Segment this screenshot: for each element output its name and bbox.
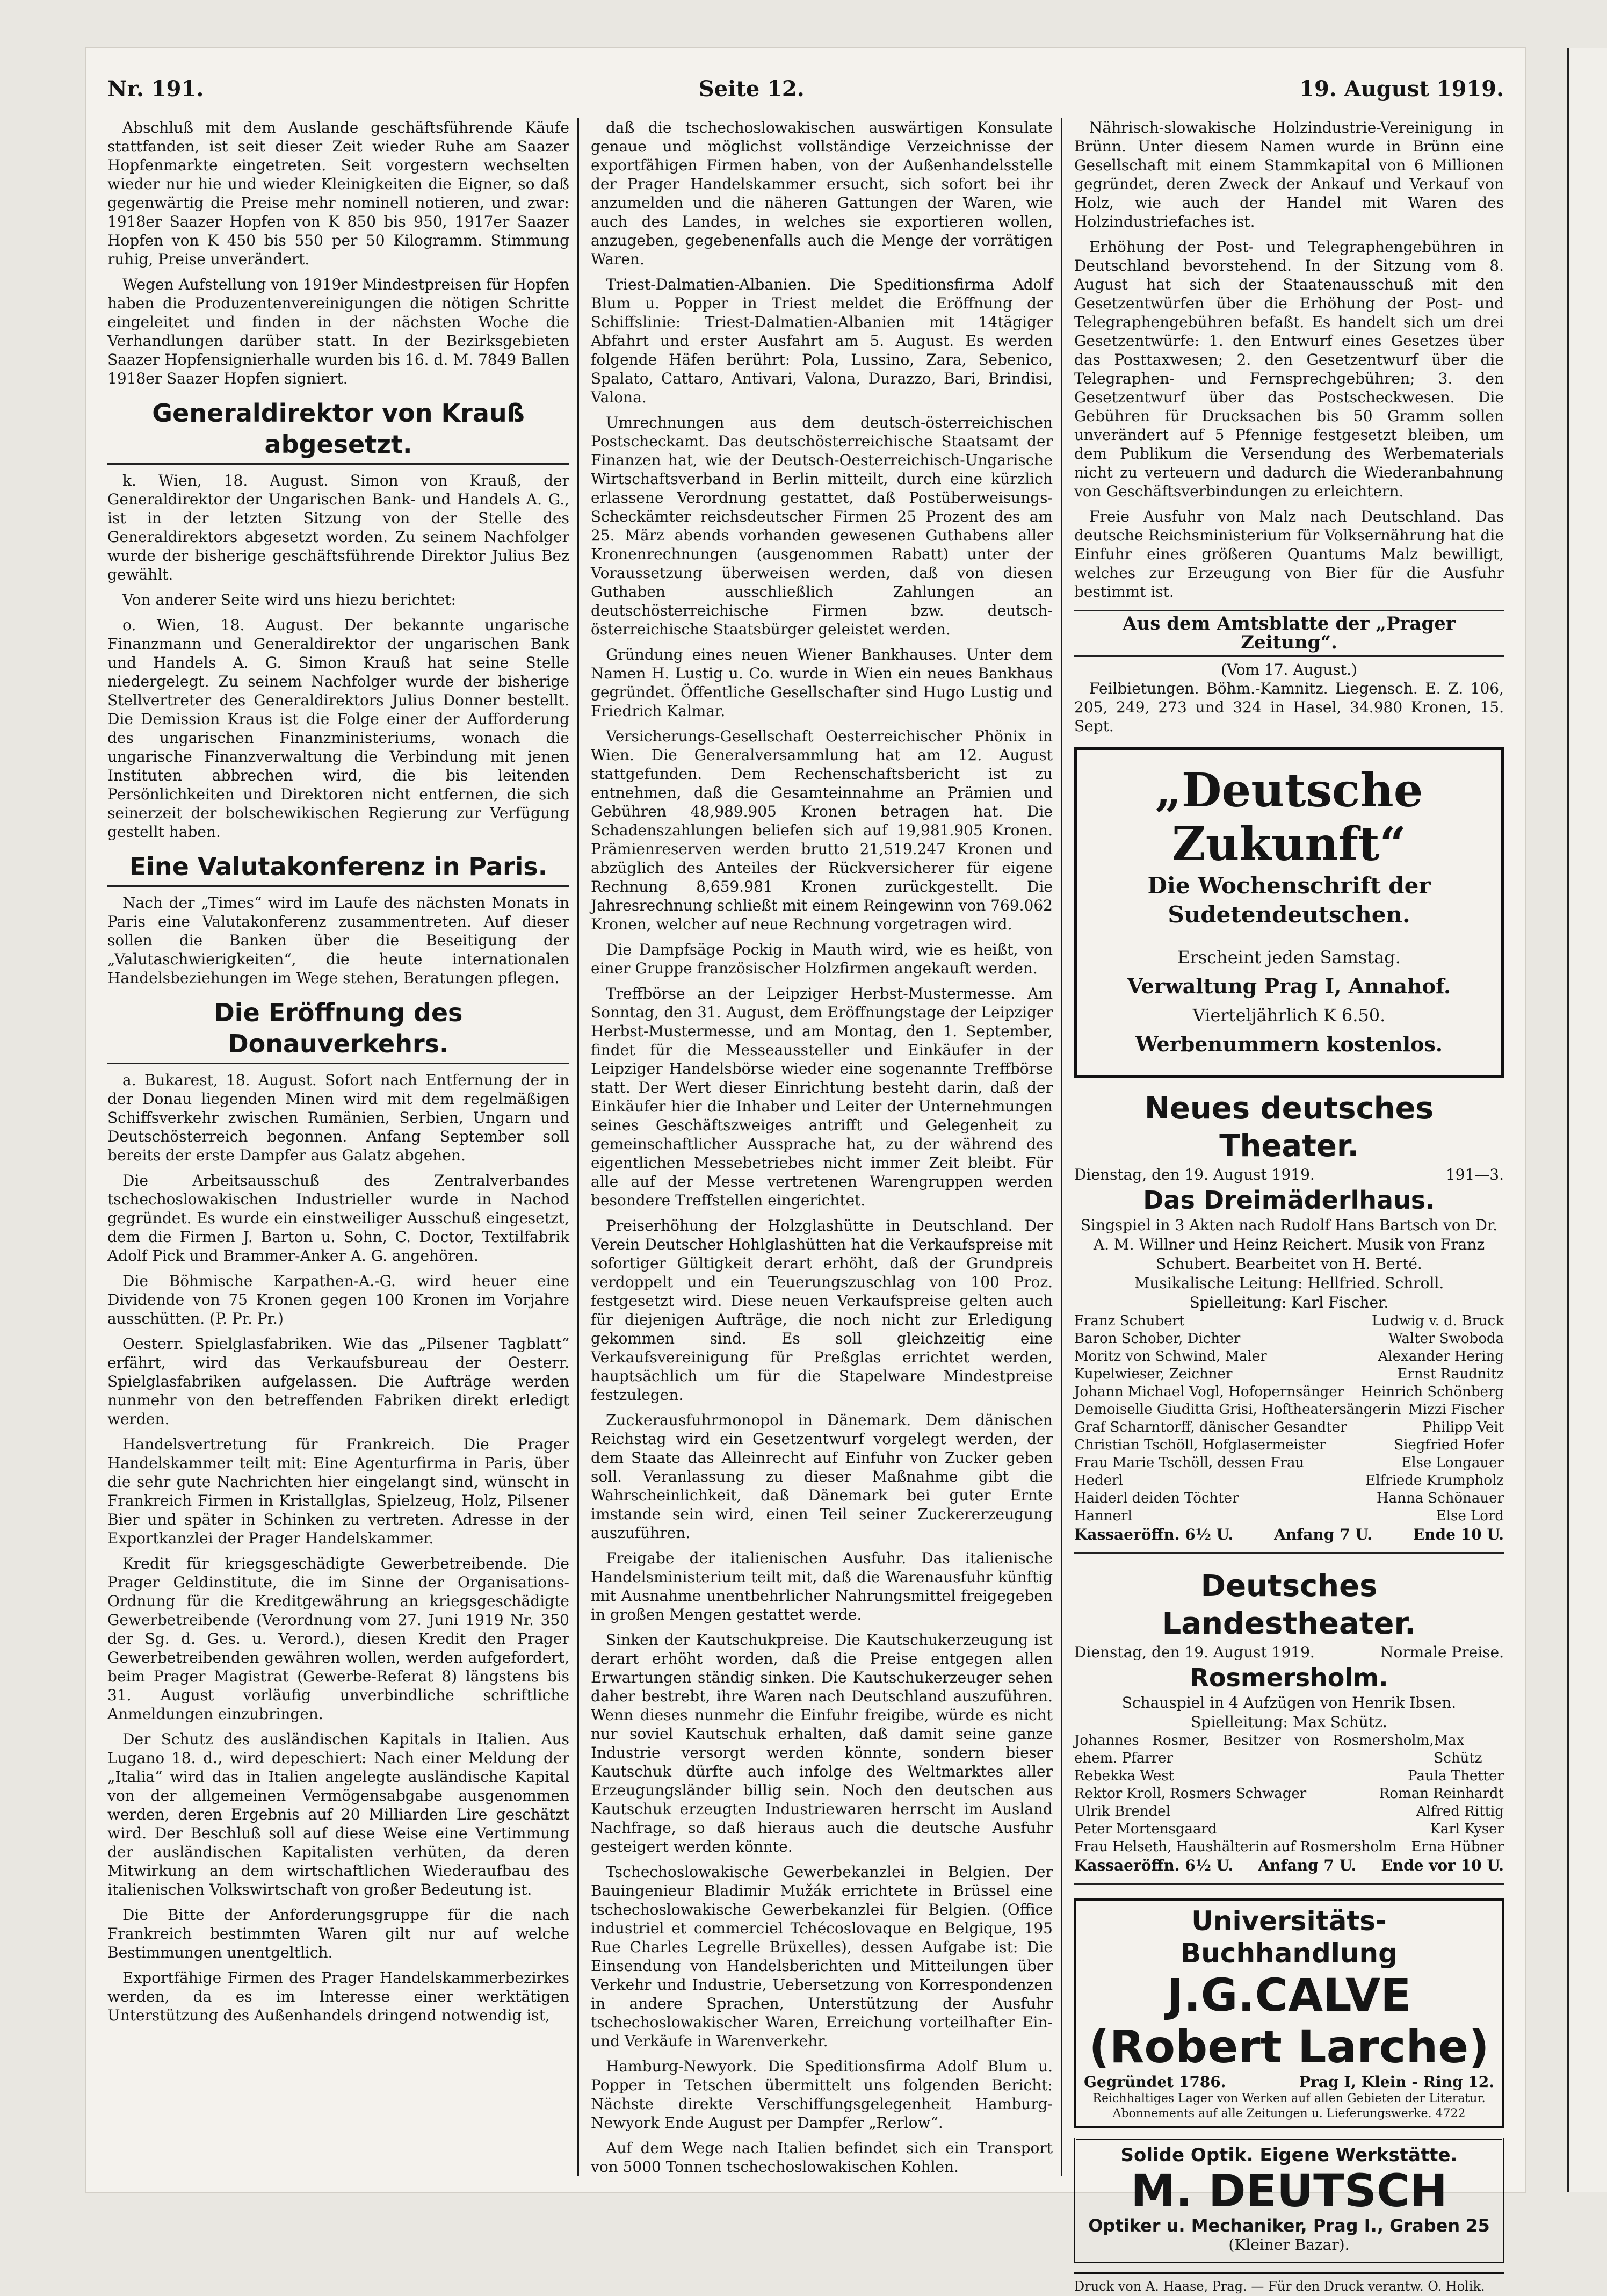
cast-row bbox=[1074, 1312, 1504, 1330]
cast-actor: Else Longauer bbox=[1401, 1455, 1504, 1471]
cast-role: Johannes Rosmer, Besitzer von Rosmersholm, ehem. Pfarrer bbox=[1074, 1732, 1434, 1766]
article-paragraph: daß die tschechoslowakischen auswärtigen Konsulate genaue und möglichst vollständige Verzeichnisse der exportfähigen Firmen haben, von der Außenhandelsstelle der Prager Handelskammer ersucht, sich sofort bei ihr anzumelden und die näheren Gattungen der Waren, wie auch des Landes, in welches sie exportieren wollen, anzugeben, gegebenenfalls auch die Menge der vorrätigen Waren. bbox=[591, 119, 1053, 268]
ad-line: Universitäts-Buchhandlung bbox=[1181, 1905, 1398, 1969]
cast-role: Graf Scharntorff, dänischer Gesandter bbox=[1074, 1419, 1347, 1435]
column-1 bbox=[107, 118, 569, 2031]
cast-actor: Elfriede Krumpholz bbox=[1365, 1472, 1504, 1489]
cast-list bbox=[1074, 1312, 1504, 1525]
article-headline: Die Eröffnung des Donauverkehrs. bbox=[107, 997, 569, 1064]
cast-role: Moritz von Schwind, Maler bbox=[1074, 1348, 1267, 1364]
article-paragraph: Auf dem Wege nach Italien befindet sich ein Transport von 5000 Tonnen tschechoslowakischen Kohlen. bbox=[591, 2139, 1053, 2176]
ad-note: (Kleiner Bazar). bbox=[1228, 2236, 1350, 2254]
cast-row bbox=[1074, 1366, 1504, 1383]
article-paragraph: Von anderer Seite wird uns hiezu berichtet: bbox=[122, 591, 457, 609]
cast-row bbox=[1074, 1821, 1504, 1838]
musical-direction: Musikalische Leitung: Hellfried. Schroll. bbox=[1134, 1274, 1444, 1292]
cast-actor: Max Schütz bbox=[1434, 1732, 1482, 1766]
article-paragraph: Wegen Aufstellung von 1919er Mindestpreisen für Hopfen haben die Produzentenvereinigungen die nötigen Schritte eingeleitet und finden in der nächsten Woche die Verhandlungen darüber statt. In der Bezirksgebieten Saazer Hopfensignierhalle wurden bis 16. d. M. 7849 Ballen 1918er Saazer Hopfen signiert. bbox=[107, 276, 569, 387]
cast-row bbox=[1074, 1838, 1504, 1856]
start-time: Anfang 7 U. bbox=[1258, 1857, 1357, 1874]
official-gazette-date: (Vom 17. August.) bbox=[1221, 661, 1357, 678]
start-time: Anfang 7 U. bbox=[1274, 1526, 1372, 1543]
page-header bbox=[107, 70, 1504, 107]
cast-row bbox=[1074, 1330, 1504, 1348]
cast-actor: Ernst Raudnitz bbox=[1397, 1366, 1504, 1382]
article-paragraph: Treffbörse an der Leipziger Herbst-Mustermesse. Am Sonntag, den 31. August, dem Eröffnungstage der Leipziger Herbst-Mustermesse, und am Montag, den 1. September, findet für die Messeaussteller und Einkäufer in der Leipziger Handelsbörse wieder eine sogenannte Treffbörse statt. Der Wert dieser Einrichtung besteht darin, daß der Einkäufer hier die Inhaber und Leiter der Unternehmungen seines Geschäftszweiges antrifft und Gelegenheit zu gemeinschaftlicher Aussprache hat, zu der während des eigentlichen Messebetriebes nicht immer Zeit bleibt. Für alle auf der Messe vertretenen Warengruppen werden besondere Treffstellen eingerichtet. bbox=[591, 985, 1053, 1209]
cast-actor: Heinrich Schönberg bbox=[1360, 1384, 1504, 1400]
article-headline: Generaldirektor von Krauß abgesetzt. bbox=[107, 398, 569, 465]
cast-role: Franz Schubert bbox=[1074, 1313, 1185, 1329]
cast-actor: Alexander Hering bbox=[1378, 1348, 1504, 1364]
cast-row bbox=[1074, 1803, 1504, 1821]
article-headline: Eine Valutakonferenz in Paris. bbox=[107, 851, 569, 887]
cast-role: Rebekka West bbox=[1074, 1768, 1175, 1784]
column-3 bbox=[1074, 118, 1504, 2296]
printer-imprint: Druck von A. Haase, Prag. — Für den Druck verantw. O. Holik. bbox=[1074, 2272, 1504, 2296]
end-time: Ende vor 10 U. bbox=[1381, 1857, 1504, 1874]
article-paragraph: Preiserhöhung der Holzglashütte in Deutschland. Der Verein Deutscher Hohlglashütten hat die Verkaufspreise mit sofortiger Gültigkeit derart erhöht, daß der Grundpreis verdoppelt und ein Teuerungszuschlag von 100 Proz. festgesetzt wird. Diese neuen Verkaufspreise gelten auch für diejenigen Aufträge, die noch nicht zur Erledigung gekommen sind. Es soll gleichzeitig eine Verkaufsvereinigung für Preßglas errichtet werden, hauptsächlich um für die Stapelware Mindestpreise festzulegen. bbox=[591, 1217, 1053, 1404]
cast-role: Baron Schober, Dichter bbox=[1074, 1331, 1241, 1347]
cast-row bbox=[1074, 1507, 1504, 1525]
cast-actor: Mizzi Fischer bbox=[1408, 1402, 1504, 1418]
article-paragraph: Triest-Dalmatien-Albanien. Die Speditionsfirma Adolf Blum u. Popper in Triest meldet die Eröffnung der Schiffslinie: Triest-Dalmatien-Albanien mit 14tägiger Abfahrt und erster Ausfahrt am 5. August. Es werden folgende Häfen berührt: Pola, Lussino, Zara, Sebenico, Spalato, Cattaro, Antivari, Valona, Durazzo, Bari, Brindisi, Valona. bbox=[591, 276, 1053, 406]
cast-actor: Paula Thetter bbox=[1408, 1768, 1504, 1784]
official-gazette-text: Feilbietungen. Böhm.-Kamnitz. Liegensch. E. Z. 106, 205, 249, 273 und 324 in Hasel, 34.980 Kronen, 15. Sept. bbox=[1074, 680, 1504, 735]
article-paragraph: o. Wien, 18. August. Der bekannte ungarische Finanzmann und Generaldirektor der ungarischen Bank und Handels A. G. Simon Krauß hat seine Stelle niedergelegt. Zu seinem Nachfolger wurde der bisherige Stellvertreter des Generaldirektors Julius Donner bestellt. Die Demission Kraus ist die Folge einer der Aufforderung des ungarischen Finanzministeriums, wonach die ungarische Finanzverwaltung die Verbindung mit jenen Instituten abbrechen wird, die bis leitenden Persönlichkeiten und Direktoren nicht entfernen, die sich seinerzeit der bolschewikischen Regierung zur Verfügung gestellt haben. bbox=[107, 616, 569, 841]
ad-founded: Gegründet 1786. bbox=[1084, 2073, 1226, 2091]
cast-role: Christian Tschöll, Hofglasermeister bbox=[1074, 1437, 1326, 1453]
article-paragraph: Nährisch-slowakische Holzindustrie-Vereinigung in Brünn. Unter diesem Namen wurde in Brünn eine Gesellschaft mit einem Stammkapital von 6 Millionen gegründet, deren Zweck der Ankauf und Verkauf von Holz, wie auch der Handel mit Waren des Holzindustriefaches ist. bbox=[1074, 119, 1504, 230]
article-paragraph: Gründung eines neuen Wiener Bankhauses. Unter dem Namen H. Lustig u. Co. wurde in Wien ein neues Bankhaus gegründet. Öffentliche Gesellschafter sind Hugo Lustig und Friedrich Kalmar. bbox=[591, 646, 1053, 720]
article-paragraph: Freie Ausfuhr von Malz nach Deutschland. Das deutsche Reichsministerium für Volksernährung hat die Einfuhr eines größeren Quantums Malz bewilligt, welches zur Erzeugung von Bier für die Ausfuhr bestimmt ist. bbox=[1074, 508, 1504, 601]
performance-date: Dienstag, den 19. August 1919. bbox=[1074, 1643, 1315, 1661]
cast-row bbox=[1074, 1490, 1504, 1507]
article-paragraph: Erhöhung der Post- und Telegraphengebühren in Deutschland bevorstehend. In der Sitzung vom 8. August hat sich der Staatenausschuß mit den Gesetzentwürfen über die Erhöhung der Post- und Telegraphengebühren befaßt. Es handelt sich um drei Gesetzentwürfe: 1. den Entwurf eines Gesetzes über das Posttaxwesen; 2. den Gesetzentwurf über die Telegraphen- und Fernsprechgebühren; 3. den Gesetzentwurf über das Postscheckwesen. Die Gebühren für Drucksachen bis 50 Gramm sollen unverändert auf 5 Pfennige festgesetzt bleiben, um dem Publikum die Versendung des Werbematerials nicht zu verteuern und dadurch die Wiederanbahnung von Geschäftsverbindungen zu erleichtern. bbox=[1074, 238, 1504, 500]
ad-note: Reichhaltiges Lager von Werken auf allen Gebieten der Literatur. Abonnements auf alle Zeitungen u. Lieferungswerke. 4722 bbox=[1092, 2092, 1486, 2120]
cast-actor: Ludwig v. d. Bruck bbox=[1371, 1313, 1504, 1329]
article-paragraph: Nach der „Times“ wird im Laufe des nächsten Monats in Paris eine Valutakonferenz zusammentreten. Auf dieser sollen die Banken über die Beseitigung der „Valutaschwierigkeiten“, die heute internationalen Handelsbeziehungen im Wege stehen, Beratungen pflegen. bbox=[107, 894, 569, 987]
article-paragraph: Hamburg-Newyork. Die Speditionsfirma Adolf Blum u. Popper in Tetschen übermittelt uns folgenden Bericht: Nächste direkte Verschiffungsgelegenheit Hamburg-Newyork Ende August per Dampfer „Rerlow“. bbox=[591, 2057, 1053, 2132]
column-2 bbox=[591, 118, 1053, 2183]
ad-line: Solide Optik. Eigene Werkstätte. bbox=[1120, 2145, 1458, 2166]
ad-address: Prag I, Klein - Ring 12. bbox=[1299, 2073, 1494, 2091]
article-paragraph: Die Dampfsäge Pockig in Mauth wird, wie es heißt, von einer Gruppe französischer Holzfirmen angekauft werden. bbox=[591, 941, 1053, 977]
article-paragraph: Die Bitte der Anforderungsgruppe für die nach Frankreich bestimmten Waren gilt nur auf welche Bestimmungen unentgeltlich. bbox=[107, 1906, 569, 1961]
cast-actor: Roman Reinhardt bbox=[1379, 1786, 1504, 1802]
ad-title: „Deutsche Zukunft“ bbox=[1155, 763, 1423, 871]
cast-role: Hannerl bbox=[1074, 1508, 1132, 1524]
play-description: Singspiel in 3 Akten nach Rudolf Hans Bartsch von Dr. A. M. Willner und Heinz Reichert. Musik von Franz Schubert. Bearbeitet von H. Berté. bbox=[1080, 1216, 1498, 1273]
cast-row bbox=[1074, 1383, 1504, 1401]
cast-row bbox=[1074, 1767, 1504, 1785]
deutsch-optician-ad bbox=[1074, 2138, 1504, 2263]
article-paragraph: Umrechnungen aus dem deutsch-österreichischen Postscheckamt. Das deutschösterreichische Staatsamt der Finanzen hat, wie der Deutsch-Oesterreichisch-Ungarische Wirtschaftsverband in Berlin mitteilt, durch eine kürzlich erlassene Verordnung gestattet, daß Postüberweisungs-Scheckämter reichsdeutscher Firmen 25 Prozent des am 25. März abends vorhanden gewesenen Guthabens aller Kronenrechnungen (ausgenommen Rabatt) unter der Voraussetzung überweisen werden, daß von diesen Guthaben ausschließlich Zahlungen an deutschösterreichische Firmen bzw. deutsch-österreichische Staatsbürger geleistet werden. bbox=[591, 414, 1053, 638]
cast-role: Kupelwieser, Zeichner bbox=[1074, 1366, 1233, 1382]
cast-actor: Siegfried Hofer bbox=[1394, 1437, 1504, 1453]
calve-bookshop-ad bbox=[1074, 1898, 1504, 2128]
theater-listing-landestheater bbox=[1074, 1568, 1504, 1885]
column-rule bbox=[577, 118, 579, 2176]
cast-row bbox=[1074, 1401, 1504, 1419]
article-paragraph: a. Bukarest, 18. August. Sofort nach Entfernung der in der Donau liegenden Minen wird mit dem regelmäßigen Schiffsverkehr zwischen Rumänien, Serbien, Ungarn und Deutschösterreich begonnen. Anfang September soll bereits der erste Dampfer aus Galatz abgehen. bbox=[107, 1071, 569, 1164]
article-paragraph: Freigabe der italienischen Ausfuhr. Das italienische Handelsministerium teilt mit, daß die Warenausfuhr künftig mit Ausnahme unentbehrlicher Nahrungsmittel freigegeben in großen Mengen gestattet werde. bbox=[591, 1549, 1053, 1623]
article-paragraph: Der Schutz des ausländischen Kapitals in Italien. Aus Lugano 18. d., wird depeschiert: Nach einer Meldung der „Italia“ wird das in Italien angelegte ausländische Kapital von der allgemeinen Vermögensabgabe ausgenommen werden, deren Ergebnis auf 20 Milliarden Lire geschätzt wird. Der Beschluß soll auf diese Weise eine Vertimmung der ausländischen Kapitalisten verhüten, da deren Mitwirkung an dem wirtschaftlichen Wiederaufbau des italienischen Volkswirtschaft von großer Bedeutung ist. bbox=[107, 1730, 569, 1898]
cast-role: Johann Michael Vogl, Hofopernsänger bbox=[1074, 1384, 1344, 1400]
stage-direction: Spielleitung: Max Schütz. bbox=[1191, 1713, 1387, 1731]
issue-date: 19. August 1919. bbox=[1299, 76, 1504, 102]
article-paragraph: Oesterr. Spielglasfabriken. Wie das „Pilsener Tagblatt“ erfährt, wird das Verkaufsbureau der Oesterr. Spielglasfabriken aufgelassen. Die Aufträge werden nunmehr von den betreffenden Fabriken direkt erledigt werden. bbox=[107, 1335, 569, 1428]
cast-role: Peter Mortensgaard bbox=[1074, 1821, 1217, 1837]
cast-role: Ulrik Brendel bbox=[1074, 1803, 1171, 1820]
official-gazette-heading: Aus dem Amtsblatte der „Prager Zeitung“. bbox=[1074, 610, 1504, 657]
page-number: Seite 12. bbox=[698, 76, 805, 102]
article-paragraph: Versicherungs-Gesellschaft Oesterreichischer Phönix in Wien. Die Generalversammlung hat am 12. August stattgefunden. Dem Rechenschaftsbericht ist zu entnehmen, daß die Gesamteinnahme an Prämien und Gebühren 48,989.905 Kronen betragen hat. Die Schadenszahlungen beliefen sich auf 19,981.905 Kronen. Prämienreserven werden brutto 21,519.247 Kronen und abzüglich des Anteiles der Rückversicherer für eigene Rechnung 8,659.981 Kronen zurückgestellt. Die Jahresrechnung schließt mit einem Reingewinn von 769.062 Kronen, welcher auf neue Rechnung vorgetragen wird. bbox=[591, 727, 1053, 933]
theater-listing-neues bbox=[1074, 1090, 1504, 1554]
cast-actor: Else Lord bbox=[1436, 1508, 1504, 1524]
cast-row bbox=[1074, 1348, 1504, 1366]
cast-actor: Erna Hübner bbox=[1411, 1839, 1504, 1855]
article-paragraph: Die Böhmische Karpathen-A.-G. wird heuer eine Dividende von 75 Kronen gegen 100 Kronen im Vorjahre ausschütten. (P. Pr. Pr.) bbox=[107, 1272, 569, 1327]
cast-row bbox=[1074, 1785, 1504, 1803]
newspaper-page bbox=[86, 48, 1525, 2294]
ad-line: Werbenummern kostenlos. bbox=[1135, 1032, 1443, 1056]
article-paragraph: Exportfähige Firmen des Prager Handelskammerbezirkes werden, da es im Interesse einer werktätigen Unterstützung des Außenhandels dringend notwendig ist, bbox=[107, 1969, 569, 2024]
stage-direction: Spielleitung: Karl Fischer. bbox=[1189, 1294, 1389, 1311]
ad-line: Vierteljährlich K 6.50. bbox=[1192, 1005, 1386, 1026]
cast-actor: Hanna Schönauer bbox=[1376, 1490, 1504, 1506]
play-title: Das Dreimäderlhaus. bbox=[1143, 1186, 1435, 1215]
cast-role: Frau Helseth, Haushälterin auf Rosmersholm bbox=[1074, 1839, 1397, 1855]
cast-role: Haiderl deiden Töchter bbox=[1074, 1490, 1239, 1506]
cast-role: Demoiselle Giuditta Grisi, Hoftheatersängerin bbox=[1074, 1402, 1401, 1418]
cast-row bbox=[1074, 1419, 1504, 1436]
issue-number: Nr. 191. bbox=[107, 76, 204, 102]
article-paragraph: Handelsvertretung für Frankreich. Die Prager Handelskammer teilt mit: Eine Agenturfirma in Paris, über die sehr gute Nachrichten hier eingelangt sind, wünscht in Frankreich Firmen in Kristallglas, Spielzeug, Holz, Pilsener Bier und später in Schinken zu vertreten. Adresse in der Exportkanzlei der Prager Handelskammer. bbox=[107, 1435, 569, 1547]
ad-line: Erscheint jeden Samstag. bbox=[1177, 947, 1401, 968]
theater-name: Neues deutsches Theater. bbox=[1145, 1091, 1434, 1164]
article-paragraph: Kredit für kriegsgeschädigte Gewerbetreibende. Die Prager Geldinstitute, die im Sinne der Organisations-Ordnung für die Kreditgewährung an kriegsgeschädigte Gewerbetreibende (Verordnung vom 27. Juni 1919 Nr. 350 der Sg. d. Ges. u. Verord.), diesen Kredit den Prager Gewerbetreibenden gewähren wollen, werden aufgefordert, beim Prager Magistrat (Gewerbe-Referat 8) längstens bis 31. August vorläufig unverbindliche schriftliche Anmeldungen einzubringen. bbox=[107, 1555, 569, 1723]
box-office-time: Kassaeröffn. 6½ U. bbox=[1074, 1857, 1234, 1874]
ad-brand: M. DEUTSCH bbox=[1131, 2164, 1447, 2217]
ad-address: Optiker u. Mechaniker, Prag I., Graben 25 bbox=[1088, 2215, 1490, 2236]
article-paragraph: k. Wien, 18. August. Simon von Krauß, der Generaldirektor der Ungarischen Bank- und Handels A. G., ist in der letzten Sitzung von der Stelle des Generaldirektors abgesetzt worden. Zu seinem Nachfolger wurde der bisherige geschäftsführende Direktor Julius Bez gewählt. bbox=[107, 472, 569, 583]
price-note: Normale Preise. bbox=[1380, 1643, 1504, 1661]
performance-date: Dienstag, den 19. August 1919. bbox=[1074, 1166, 1315, 1183]
deutsche-zukunft-ad bbox=[1074, 747, 1504, 1078]
cast-row bbox=[1074, 1436, 1504, 1454]
play-description: Schauspiel in 4 Aufzügen von Henrik Ibsen. bbox=[1121, 1694, 1457, 1712]
box-office-time: Kassaeröffn. 6½ U. bbox=[1074, 1526, 1234, 1543]
cast-actor: Philipp Veit bbox=[1422, 1419, 1504, 1435]
cast-row bbox=[1074, 1454, 1504, 1472]
cast-role: Hederl bbox=[1074, 1472, 1123, 1489]
cast-row bbox=[1074, 1732, 1504, 1767]
ad-brand: J.G.CALVE (Robert Larche) bbox=[1089, 1969, 1489, 2073]
cast-actor: Karl Kyser bbox=[1430, 1821, 1504, 1837]
performance-number: 191—3. bbox=[1445, 1166, 1504, 1183]
play-title: Rosmersholm. bbox=[1190, 1663, 1388, 1692]
cast-role: Rektor Kroll, Rosmers Schwager bbox=[1074, 1786, 1307, 1802]
ad-subtitle: Die Wochenschrift der Sudetendeutschen. bbox=[1147, 872, 1431, 928]
article-paragraph: Abschluß mit dem Auslande geschäftsführende Käufe stattfanden, ist seit dieser Zeit wieder Ruhe am Saazer Hopfenmarkte eingetreten. Seit vorgestern wechselten wieder nur hie und wieder Kleinigkeiten die Eigner, so daß gegenwärtig die Preise mehr nominell notieren, und zwar: 1918er Saazer Hopfen von K 850 bis 950, 1917er Saazer Hopfen von K 450 bis 550 per 50 Kilogramm. Stimmung ruhig, Preise unverändert. bbox=[107, 119, 569, 268]
cast-role: Frau Marie Tschöll, dessen Frau bbox=[1074, 1455, 1305, 1471]
column-rule bbox=[1061, 118, 1062, 2176]
theater-name: Deutsches Landestheater. bbox=[1162, 1569, 1416, 1641]
article-paragraph: Tschechoslowakische Gewerbekanzlei in Belgien. Der Bauingenieur Bladimir Mužák errichtete in Brüssel eine tschechoslowakische Gewerbekanzlei für Belgien. (Office industriel et commerciel Tchécoslovaque en Belgique, 195 Rue Charles Legrelle Brüxelles), dessen Aufgabe ist: Die Einsendung von Handelsberichten und Mitteilungen über Verkehr und Industrie, Uebersetzung von Korrespondenzen in andere Sprachen, Unterstützung der Ausfuhr tschechoslowakischer Waren, Erreichung vorteilhafter Ein- und Verkäufe in Warenverkehr. bbox=[591, 1863, 1053, 2050]
cast-actor: Walter Swoboda bbox=[1388, 1331, 1504, 1347]
article-paragraph: Sinken der Kautschukpreise. Die Kautschukerzeugung ist derart erhöht worden, daß die Preise entgegen allen Erwartungen ständig sinken. Die Kautschukerzeuger sehen daher bestrebt, ihre Waren nach Deutschland auszuführen. Wenn dieses nunmehr die Einfuhr freigibe, würde es nicht nur soviel Kautschuk erhalten, daß damit seine ganze Industrie versorgt werden könnte, sondern bieser Kautschuk dürfte auch infolge des Weltmarktes aller Erzeugungsländer billig sein. Noch den deutschen aus Kautschuk erzeugten Industriewaren herrscht im Ausland Nachfrage, so daß hieraus auch die deutsche Ausfuhr gesteigert werden könnte. bbox=[591, 1631, 1053, 1855]
adjacent-page-edge bbox=[1567, 48, 1607, 2192]
cast-list bbox=[1074, 1732, 1504, 1856]
cast-row bbox=[1074, 1472, 1504, 1490]
article-paragraph: Zuckerausfuhrmonopol in Dänemark. Dem dänischen Reichstag wird ein Gesetzentwurf vorgelegt werden, der dem Staate das Alleinrecht auf Einfuhr von Zucker geben soll. Veranlassung zu dieser Maßnahme gibt die Wahrscheinlichkeit, daß Dänemark bei guter Ernte imstande sein wird, einen Teil seiner Zuckererzeugung auszuführen. bbox=[591, 1411, 1053, 1542]
ad-line: Verwaltung Prag I, Annahof. bbox=[1127, 974, 1451, 998]
article-paragraph: Die Arbeitsausschuß des Zentralverbandes tschechoslowakischen Industrieller wurde in Nachod gegründet. Es wurde ein einstweiliger Ausschuß eingesetzt, dem die Firmen J. Barton u. Sohn, C. Doctor, Textilfabrik Adolf Pick und Brammer-Anker A. G. angehören. bbox=[107, 1172, 569, 1265]
end-time: Ende 10 U. bbox=[1413, 1526, 1504, 1543]
cast-actor: Alfred Rittig bbox=[1416, 1803, 1504, 1820]
